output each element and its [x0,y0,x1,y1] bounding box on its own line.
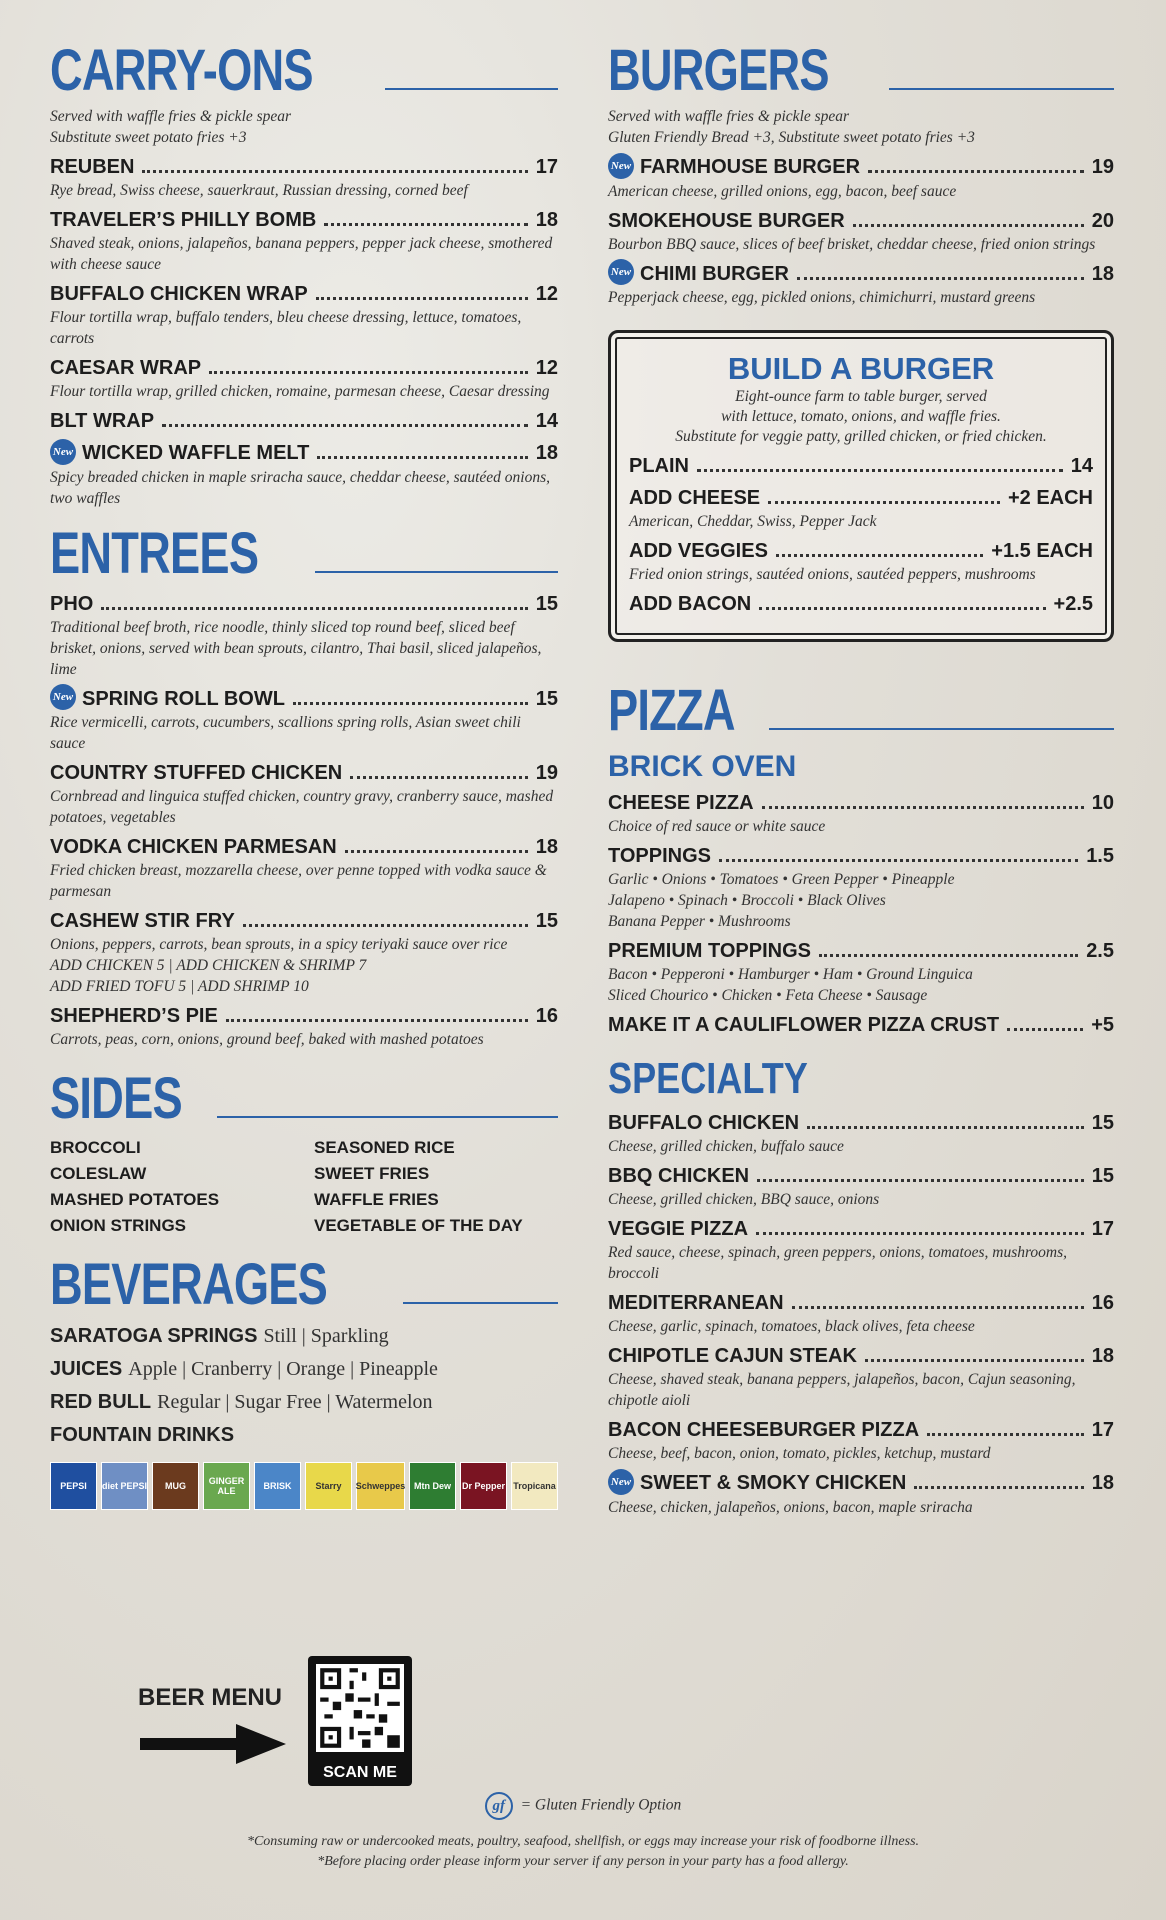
sides-header [50,1068,558,1130]
item-price: 14 [1070,455,1093,478]
item-row [50,207,558,233]
carry-ons-header [50,40,558,102]
entrees-header [50,520,558,586]
burgers-header [608,40,1114,102]
item-row [50,908,558,934]
right-column [608,40,1114,1518]
item-row [608,154,1114,181]
item-description: Onions, peppers, carrots, bean sprouts, in a spicy teriyaki sauce over rice [50,936,508,954]
build-a-burger-list [629,453,1093,617]
specialty-pizza-item [608,1290,1114,1337]
item-description: Sliced Chourico • Chicken • Feta Cheese • Sausage [608,987,928,1005]
side-item: ONION STRINGS [50,1216,187,1236]
item-name: PLAIN [629,455,689,478]
beverages-header [50,1254,558,1316]
item-row [608,790,1114,816]
item-name: New SWEET & SMOKY CHICKEN [608,1470,906,1497]
item-row [608,261,1114,288]
dot-leader [819,954,1078,957]
drink-logo-icon: Dr Pepper [460,1462,507,1510]
dot-leader [776,554,983,557]
section-divider [889,88,1114,90]
drink-logo-icon: Starry [305,1462,352,1510]
dot-leader [756,1232,1084,1235]
item-price: 18 [1091,1345,1114,1368]
sides-title: SIDES [50,1066,182,1132]
item-row [629,453,1093,479]
section-divider [217,1116,558,1118]
entree-item [50,834,558,902]
sides-list [50,1138,558,1236]
item-name: CHEESE PIZZA [608,792,754,815]
specialty-pizza-item [608,1163,1114,1210]
item-row [629,591,1093,617]
item-price: 17 [1091,1218,1114,1241]
item-row [608,843,1114,869]
item-name: ADD BACON [629,593,752,616]
entree-item [50,908,558,997]
drink-logo-icon: BRISK [254,1462,301,1510]
dot-leader [768,501,1000,504]
item-description: Rice vermicelli, carrots, cucumbers, scallions spring rolls, Asian sweet chili sauce [50,714,521,753]
item-name: New CHIMI BURGER [608,261,789,288]
burger-item [608,208,1114,255]
item-description: Garlic • Onions • Tomatoes • Green Pepper • Pineapple [608,871,955,889]
item-description: American, Cheddar, Swiss, Pepper Jack [629,513,877,531]
beverage-row [50,1419,558,1452]
gluten-friendly-note: = Gluten Friendly Option [520,1796,682,1814]
side-item: SWEET FRIES [314,1164,430,1184]
section-divider [385,88,558,90]
dot-leader [317,456,527,459]
item-description: Cheese, shaved steak, banana peppers, jalapeños, bacon, Cajun seasoning, chipotle aioli [608,1371,1076,1410]
item-name: TRAVELER’S PHILLY BOMB [50,209,317,231]
dot-leader [345,850,528,853]
item-row [50,154,558,180]
carry-ons-item [50,408,558,434]
item-price: +2 EACH [1007,487,1093,510]
item-price: 12 [535,283,558,305]
item-description: Bourbon BBQ sauce, slices of beef brisket, cheddar cheese, fried onion strings [608,235,1096,253]
dot-leader [792,1306,1084,1309]
item-price: 12 [535,357,558,379]
dot-leader [807,1126,1084,1129]
qr-code-icon [316,1664,404,1752]
disclaimer-allergy: *Before placing order please inform your server if any person in your party has a food allergy. [317,1854,849,1869]
item-row [50,1003,558,1029]
entree-item [50,760,558,828]
item-name: TOPPINGS [608,845,711,868]
pizza-item [608,790,1114,837]
item-row [608,1470,1114,1497]
item-row [50,408,558,434]
item-name: BBQ CHICKEN [608,1165,750,1188]
item-description: Cheese, garlic, spinach, tomatoes, black olives, feta cheese [608,1318,975,1336]
dot-leader [1007,1028,1083,1031]
item-price: 10 [1091,792,1114,815]
item-price: 17 [1091,1419,1114,1442]
item-name: REUBEN [50,156,135,178]
item-row [50,281,558,307]
beverage-options: Apple | Cranberry | Orange | Pineapple [128,1358,438,1381]
beverage-row [50,1320,558,1353]
item-name: New FARMHOUSE BURGER [608,154,860,181]
item-price: +5 [1091,1014,1114,1037]
item-price: 17 [535,156,558,178]
dot-leader [316,297,528,300]
dot-leader [350,776,528,779]
beverage-row [50,1353,558,1386]
dot-leader [162,424,528,427]
dot-leader [762,806,1084,809]
dot-leader [927,1433,1084,1436]
dot-leader [865,1359,1084,1362]
dot-leader [853,224,1084,227]
item-price: 1.5 [1086,845,1114,868]
item-name: PHO [50,592,94,615]
carry-ons-item [50,154,558,201]
carry-ons-title: CARRY-ONS [50,38,313,103]
beverage-name: SARATOGA SPRINGS [50,1325,258,1348]
dot-leader [142,170,527,173]
beverage-options: Still | Sparkling [263,1325,389,1348]
item-row [50,760,558,786]
item-name: SMOKEHOUSE BURGER [608,209,845,232]
item-name: BUFFALO CHICKEN WRAP [50,283,308,305]
item-name: CASHEW STIR FRY [50,910,235,933]
side-item: WAFFLE FRIES [314,1190,439,1210]
specialty-pizza-item [608,1216,1114,1284]
scan-me-label: SCAN ME [323,1764,397,1781]
drink-logo-icon: Schweppes [356,1462,405,1510]
item-row [608,1343,1114,1369]
item-row [629,538,1093,564]
item-row [50,591,558,617]
new-badge-icon: New [50,684,76,710]
item-name: CHIPOTLE CAJUN STEAK [608,1345,857,1368]
item-description: Fried chicken breast, mozzarella cheese, over penne topped with vodka sauce & parmesan [50,862,547,901]
item-name: VODKA CHICKEN PARMESAN [50,836,337,859]
item-price: 16 [535,1005,558,1028]
drink-logo-icon: PEPSI [50,1462,97,1510]
burgers-note-2: Gluten Friendly Bread +3, Substitute sweet potato fries +3 [608,129,975,146]
item-price: 16 [1091,1292,1114,1315]
item-name: New WICKED WAFFLE MELT [50,440,309,467]
build-a-burger-item [629,485,1093,532]
burgers-list [608,154,1114,308]
section-divider [403,1302,558,1304]
item-addon: ADD CHICKEN 5 | ADD CHICKEN & SHRIMP 7 [50,957,367,975]
dot-leader [797,277,1084,280]
pizza-item [608,1012,1114,1038]
new-badge-icon: New [608,1469,634,1495]
item-row [629,485,1093,511]
entrees-title: ENTREES [50,520,259,586]
dot-leader [719,859,1078,862]
item-description: Cheese, beef, bacon, onion, tomato, pickles, ketchup, mustard [608,1445,991,1463]
beverage-options: Regular | Sugar Free | Watermelon [157,1391,433,1414]
dot-leader [226,1019,528,1022]
build-a-burger-item [629,591,1093,617]
specialty-heading: SPECIALTY [608,1054,808,1104]
item-price: 15 [535,592,558,615]
item-row [50,686,558,713]
entree-item [50,686,558,755]
item-price: 15 [535,687,558,710]
build-a-burger-title: BUILD A BURGER [727,351,995,387]
specialty-pizza-item [608,1343,1114,1411]
specialty-pizza-item [608,1470,1114,1518]
item-name: BLT WRAP [50,410,155,432]
beer-menu-label: BEER MENU [138,1684,283,1711]
item-name: BACON CHEESEBURGER PIZZA [608,1419,920,1442]
item-price: +2.5 [1053,593,1093,616]
carry-ons-note-1: Served with waffle fries & pickle spear [50,108,292,125]
item-price: 18 [535,442,558,464]
burgers-note-1: Served with waffle fries & pickle spear [608,108,850,125]
entree-item [50,591,558,680]
build-a-burger-item [629,538,1093,585]
item-description: Shaved steak, onions, jalapeños, banana peppers, pepper jack cheese, smothered with cheese sauce [50,235,553,273]
item-name: VEGGIE PIZZA [608,1218,749,1241]
drink-logo-icon: GINGER ALE [203,1462,250,1510]
item-row [608,1290,1114,1316]
item-price: 2.5 [1086,940,1114,963]
item-price: +1.5 EACH [991,540,1093,563]
pizza-title: PIZZA [608,678,735,744]
item-description: Pepperjack cheese, egg, pickled onions, chimichurri, mustard greens [608,289,1036,307]
side-item: VEGETABLE OF THE DAY [314,1216,523,1236]
item-row [608,1110,1114,1136]
side-item: SEASONED RICE [314,1138,455,1158]
item-price: 19 [535,762,558,785]
entrees-list [50,591,558,1051]
item-description: Flour tortilla wrap, grilled chicken, romaine, parmesan cheese, Caesar dressing [50,383,550,400]
item-description: Banana Pepper • Mushrooms [608,913,791,931]
dot-leader [697,469,1063,472]
item-description: Carrots, peas, corn, onions, ground beef, baked with mashed potatoes [50,1031,484,1049]
item-description: Flour tortilla wrap, buffalo tenders, bleu cheese dressing, lettuce, tomatoes, carrots [50,309,522,347]
item-description: Cheese, grilled chicken, BBQ sauce, onions [608,1191,880,1209]
item-description: Cheese, chicken, jalapeños, onions, bacon, maple sriracha [608,1499,973,1517]
carry-ons-list [50,154,558,509]
item-description: Spicy breaded chicken in maple sriracha sauce, cheddar cheese, sautéed onions, two waffles [50,468,551,507]
beer-menu-qr-code[interactable] [308,1656,412,1786]
beverages-title: BEVERAGES [50,1252,328,1318]
item-addon: ADD FRIED TOFU 5 | ADD SHRIMP 10 [50,978,309,996]
beverage-name: RED BULL [50,1391,152,1414]
side-item: MASHED POTATOES [50,1190,220,1210]
dot-leader [243,924,528,927]
carry-ons-item [50,281,558,349]
beverage-name: JUICES [50,1358,123,1381]
item-name: ADD CHEESE [629,487,761,510]
gluten-friendly-legend [0,1792,1166,1820]
item-description: Jalapeno • Spinach • Broccoli • Black Olives [608,892,886,910]
drink-logo-icon: Mtn Dew [409,1462,456,1510]
item-name: SHEPHERD’S PIE [50,1005,218,1028]
specialty-pizza-list [608,1110,1114,1518]
dot-leader [868,170,1084,173]
dot-leader [759,607,1045,610]
item-price: 15 [1091,1112,1114,1135]
item-price: 20 [1091,209,1114,232]
beverage-row [50,1386,558,1419]
item-price: 18 [1091,262,1114,285]
item-name: MEDITERRANEAN [608,1292,784,1315]
item-row [608,938,1114,964]
item-name: New SPRING ROLL BOWL [50,686,285,713]
item-description: Rye bread, Swiss cheese, sauerkraut, Russian dressing, corned beef [50,182,468,199]
item-row [608,1216,1114,1242]
dot-leader [324,223,527,226]
burgers-title: BURGERS [608,38,829,103]
disclaimer-foodborne: *Consuming raw or undercooked meats, poultry, seafood, shellfish, or eggs may increase your risk of foodborne illness. [246,1834,920,1849]
dot-leader [101,607,527,610]
build-a-burger-note: Substitute for veggie patty, grilled chicken, or fried chicken. [675,428,1047,446]
gluten-friendly-icon: gf [485,1792,513,1820]
entree-item [50,1003,558,1050]
dot-leader [293,702,528,705]
side-item: COLESLAW [50,1164,147,1184]
pizza-list [608,790,1114,1038]
new-badge-icon: New [608,153,634,179]
specialty-pizza-item [608,1417,1114,1464]
pizza-item [608,843,1114,932]
item-name: ADD VEGGIES [629,540,768,563]
dot-leader [209,371,528,374]
carry-ons-item [50,440,558,509]
build-a-burger-note: with lettuce, tomato, onions, and waffle fries. [721,408,1001,426]
build-a-burger-item [629,453,1093,479]
left-column [50,40,558,1510]
carry-ons-item [50,207,558,275]
item-row [50,440,558,467]
build-a-burger-note: Eight-ounce farm to table burger, served [735,388,987,406]
item-row [608,1012,1114,1038]
item-description: Cheese, grilled chicken, buffalo sauce [608,1138,844,1156]
fountain-drink-logos [50,1462,558,1510]
section-divider [769,728,1114,730]
build-a-burger-box [608,330,1114,642]
item-row [608,208,1114,234]
section-divider [315,571,558,573]
item-price: 18 [535,209,558,231]
item-name: BUFFALO CHICKEN [608,1112,800,1135]
item-price: 18 [1091,1472,1114,1495]
carry-ons-note-2: Substitute sweet potato fries +3 [50,129,247,146]
burger-item [608,261,1114,309]
item-price: 15 [1091,1165,1114,1188]
item-description: Fried onion strings, sautéed onions, sautéed peppers, mushrooms [629,566,1036,584]
carry-ons-item [50,355,558,402]
item-row [50,355,558,381]
burger-item [608,154,1114,202]
item-description: Choice of red sauce or white sauce [608,818,826,836]
item-description: Red sauce, cheese, spinach, green peppers, onions, tomatoes, mushrooms, broccoli [608,1244,1068,1283]
drink-logo-icon: diet PEPSI [101,1462,148,1510]
item-row [50,834,558,860]
item-price: 15 [535,910,558,933]
dot-leader [914,1486,1083,1489]
item-name: COUNTRY STUFFED CHICKEN [50,762,343,785]
item-row [608,1163,1114,1189]
item-price: 19 [1091,156,1114,178]
dot-leader [757,1179,1084,1182]
drink-logo-icon: MUG [152,1462,199,1510]
specialty-pizza-item [608,1110,1114,1157]
pizza-item [608,938,1114,1006]
drink-logo-icon: Tropicana [511,1462,558,1510]
brick-oven-heading: BRICK OVEN [608,750,797,784]
beverages-list [50,1320,558,1452]
item-price: 18 [535,836,558,859]
new-badge-icon: New [608,259,634,285]
item-description: American cheese, grilled onions, egg, bacon, beef sauce [608,182,957,200]
arrow-right-icon [140,1724,290,1764]
item-name: MAKE IT A CAULIFLOWER PIZZA CRUST [608,1014,1000,1037]
item-description: Bacon • Pepperoni • Hamburger • Ham • Ground Linguica [608,966,973,984]
item-description: Cornbread and linguica stuffed chicken, country gravy, cranberry sauce, mashed potatoes, vegetables [50,788,554,827]
item-name: PREMIUM TOPPINGS [608,940,811,963]
pizza-header [608,680,1114,742]
new-badge-icon: New [50,439,76,465]
side-item: BROCCOLI [50,1138,141,1158]
item-price: 14 [535,410,558,432]
item-description: Traditional beef broth, rice noodle, thinly sliced top round beef, sliced beef brisket, onions, served with bean sprouts, cilantro, Thai basil, sliced jalapeños, lime [50,618,542,678]
item-row [608,1417,1114,1443]
item-name: CAESAR WRAP [50,357,202,379]
beverage-name: FOUNTAIN DRINKS [50,1424,235,1447]
